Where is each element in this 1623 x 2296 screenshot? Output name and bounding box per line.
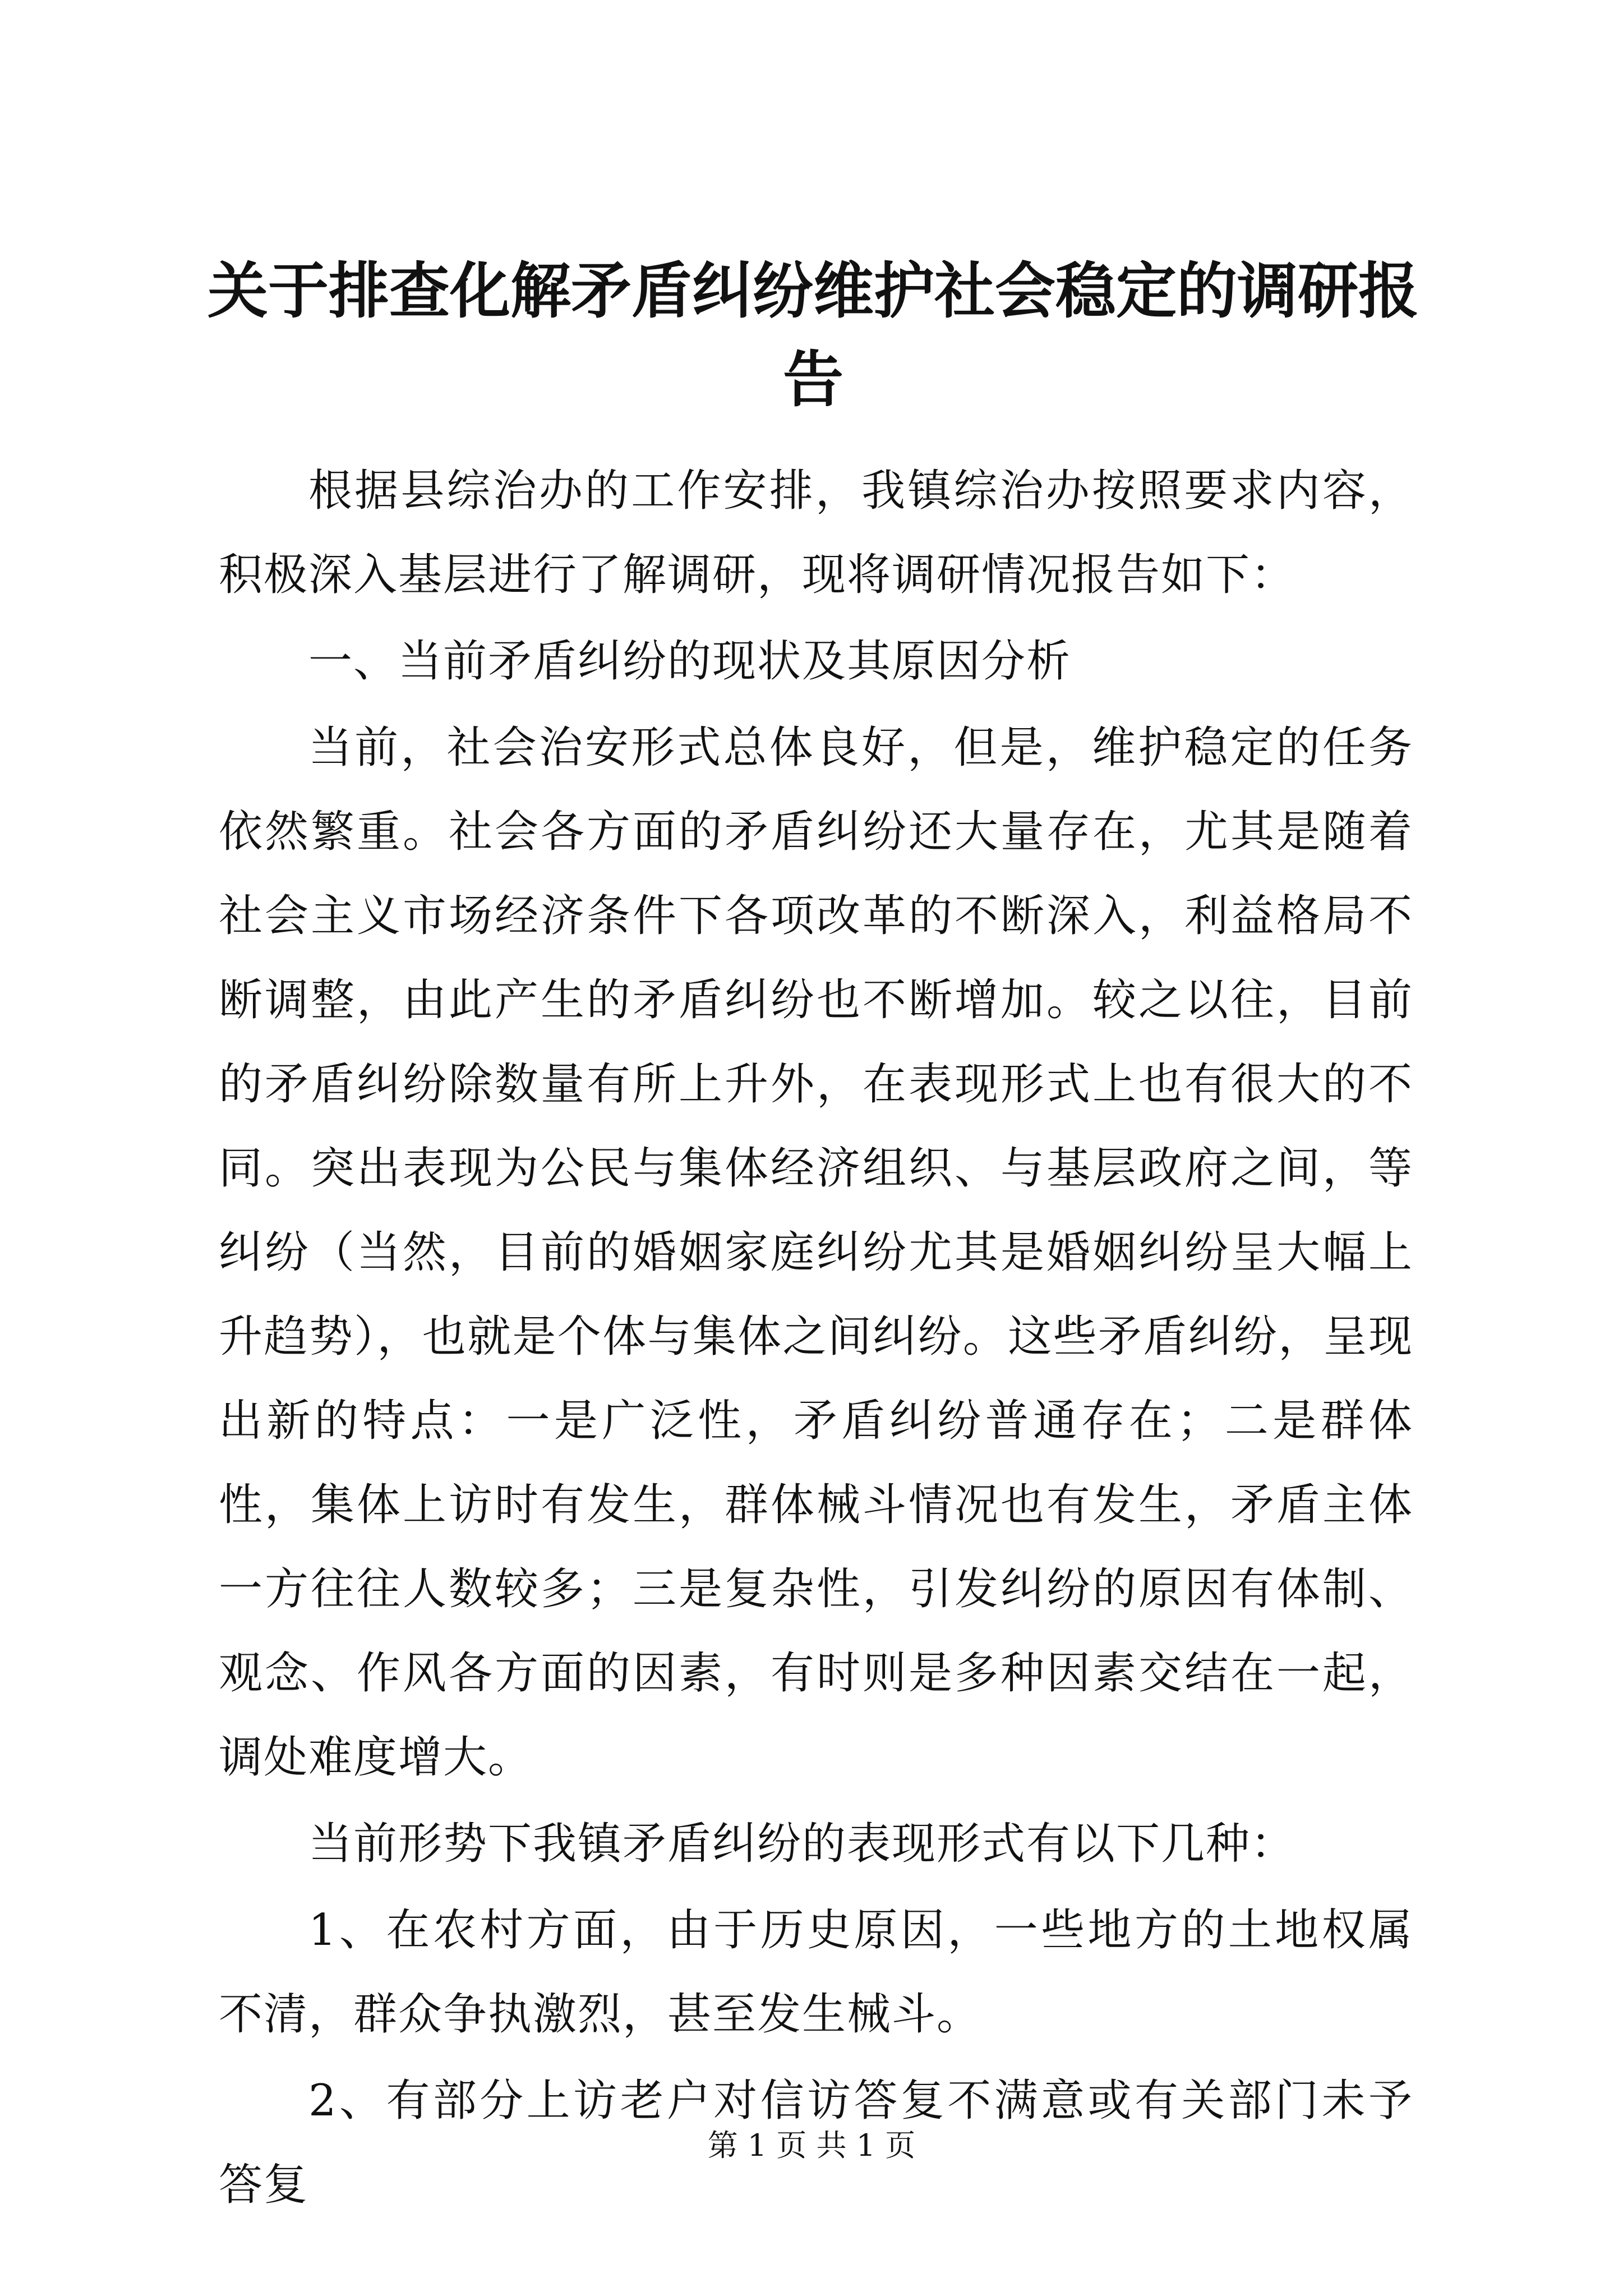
- paragraph-forms-intro: 当前形势下我镇矛盾纠纷的表现形式有以下几种：: [308, 1819, 1296, 1869]
- document-body: [219, 449, 1413, 2229]
- page-footer: 第 1 页 共 1 页: [707, 2128, 916, 2163]
- paragraph-current-situation: 当前，社会治安形式总体良好，但是，维护稳定的任务依然繁重。社会各方面的矛盾纠纷还大量存在，尤其是随着社会主义市场经济条件下各项改革的不断深入，利益格局不断调整，由此产生的矛盾纠纷也不断增加。较之以往，目前的矛盾纠纷除数量有所上升外，在表现形式上也有很大的不同。突出表现为公民与集体经济组织、与基层政府之间，等纠纷（当然，目前的婚姻家庭纠纷尤其是婚姻纠纷呈大幅上升趋势），也就是个体与集体之间纠纷。这些矛盾纠纷，呈现出新的特点：一是广泛性，矛盾纠纷普通存在；二是群体性，集体上访时有发生，群体械斗情况也有发生，矛盾主体一方往往人数较多；三是复杂性，引发纠纷的原因有体制、观念、作风各方面的因素，有时则是多种因素交结在一起，调处难度增大。: [219, 723, 1413, 1783]
- document-title: 关于排查化解矛盾纠纷维护社会稳定的调研报告: [207, 256, 1419, 415]
- paragraph-item-1: 1、在农村方面，由于历史原因，一些地方的土地权属不清，群众争执激烈，甚至发生械斗。: [219, 1905, 1413, 2040]
- section-heading-1: 一、当前矛盾纠纷的现状及其原因分析: [308, 636, 1072, 687]
- paragraph-item-2: 2、有部分上访老户对信访答复不满意或有关部门未予答复: [219, 2076, 1413, 2210]
- paragraph-intro: 根据县综治办的工作安排，我镇综治办按照要求内容，积极深入基层进行了解调研，现将调研情况报告如下：: [219, 466, 1413, 600]
